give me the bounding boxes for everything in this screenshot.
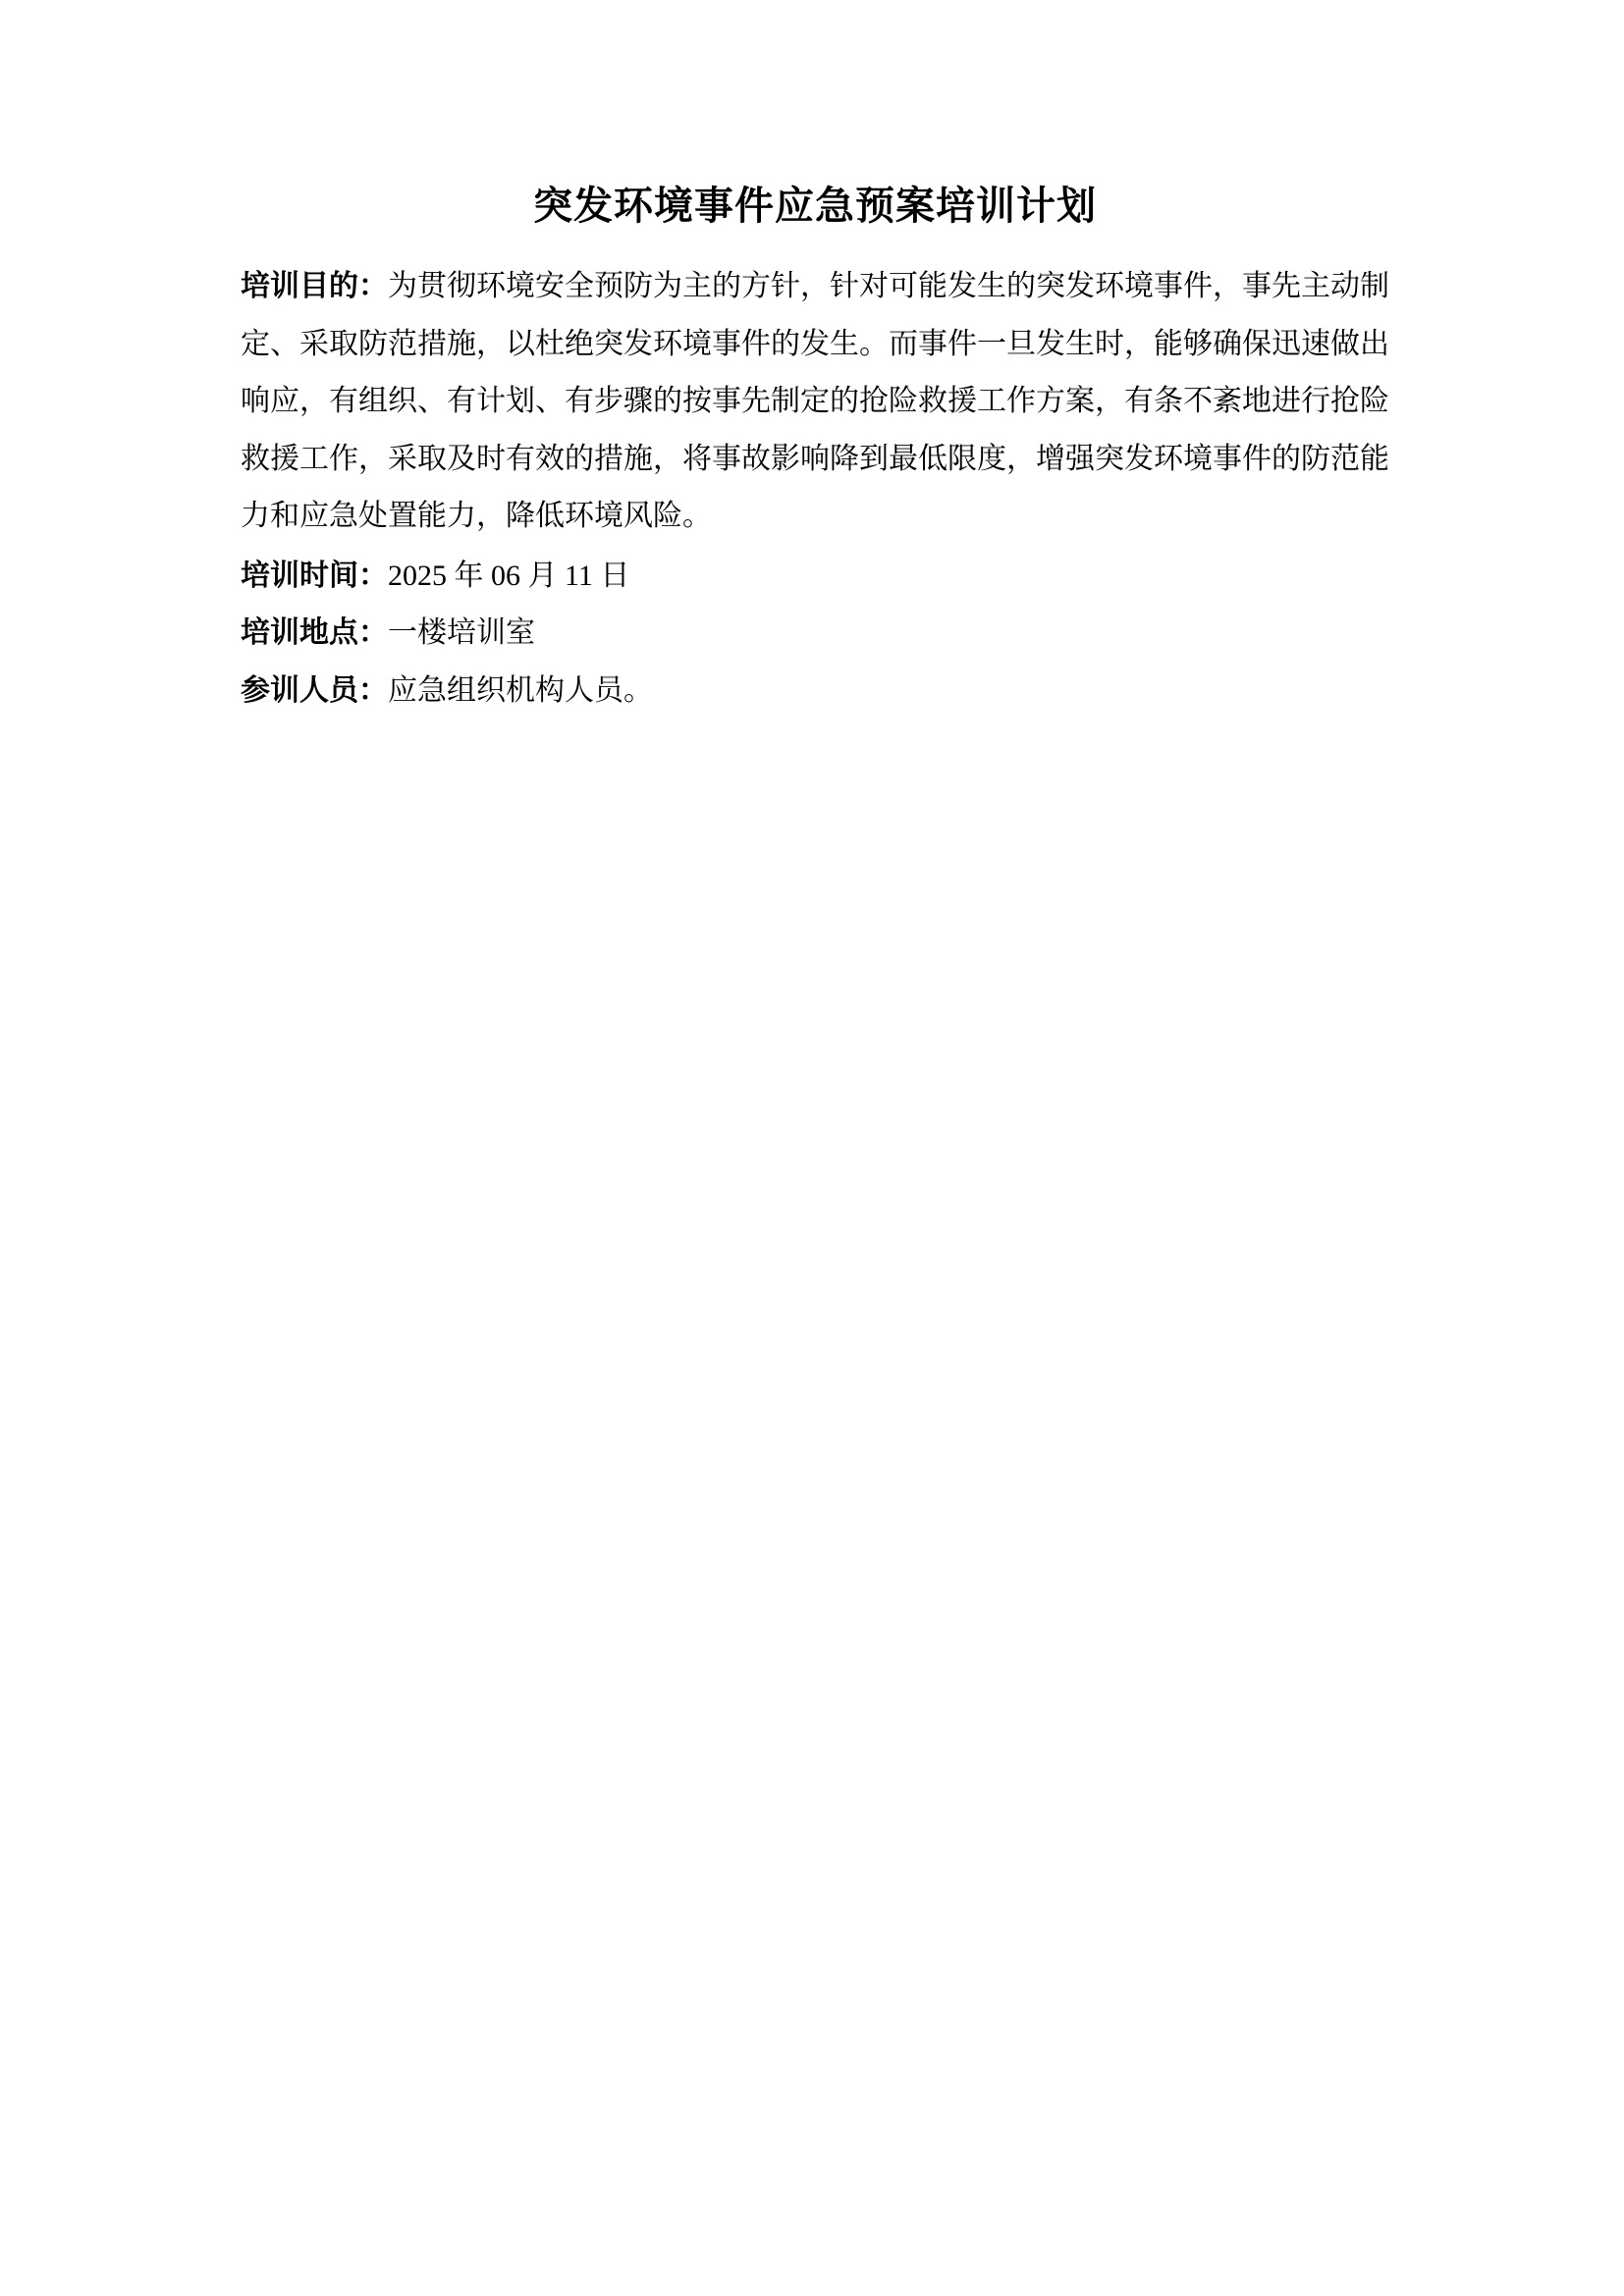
training-time-label: 培训时间： (241, 558, 388, 593)
document-body (241, 182, 1389, 720)
training-attendees-label: 参训人员： (241, 672, 388, 708)
training-place-label: 培训地点： (241, 615, 388, 650)
training-place-value: 一楼培训室 (388, 616, 535, 649)
training-purpose-text: 为贯彻环境安全预防为主的方针，针对可能发生的突发环境事件，事先主动制定、采取防范措施，以杜绝突发环境事件的发生。而事件一旦发生时，能够确保迅速做出响应，有组织、有计划、有步骤的按事先制定的抢险救援工作方案，有条不紊地进行抢险救援工作，采取及时有效的措施，将事故影响降到最低限度，增强突发环境事件的防范能力和应急处置能力，降低环境风险。 (241, 270, 1389, 532)
training-purpose-label: 培训目的： (241, 269, 388, 303)
training-attendees-value: 应急组织机构人员。 (388, 673, 653, 707)
training-purpose-paragraph (241, 258, 1389, 546)
training-place-line (241, 605, 1389, 663)
training-time-line (241, 548, 1389, 606)
training-time-value: 2025 年 06 月 11 日 (388, 559, 630, 592)
page-title: 突发环境事件应急预案培训计划 (533, 184, 1097, 229)
training-attendees-line (241, 663, 1389, 721)
